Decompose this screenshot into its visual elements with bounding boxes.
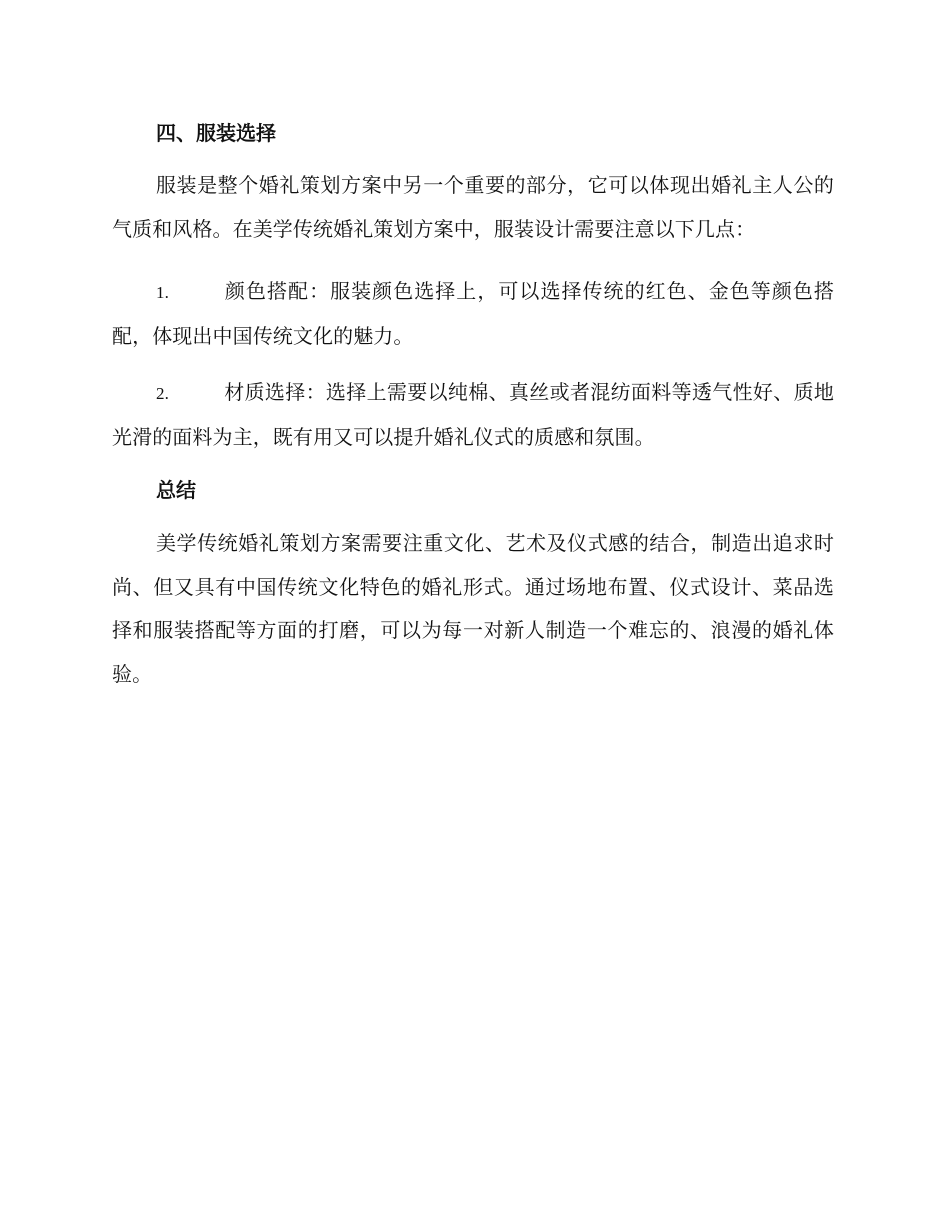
list-item: [112, 371, 834, 459]
list-item-number: 2.: [156, 384, 169, 403]
list-item-text: 颜色搭配：服装颜色选择上，可以选择传统的红色、金色等颜色搭配，体现出中国传统文化的魅力。: [112, 279, 834, 348]
section-heading-clothing: 四、服装选择: [156, 121, 276, 145]
list-item: [112, 270, 834, 358]
clothing-intro-paragraph: 服装是整个婚礼策划方案中另一个重要的部分，它可以体现出婚礼主人公的气质和风格。在美学传统婚礼策划方案中，服装设计需要注意以下几点：: [112, 173, 834, 241]
list-item-number: 1.: [156, 283, 169, 302]
list-item-text: 材质选择：选择上需要以纯棉、真丝或者混纺面料等透气性好、质地光滑的面料为主，既有用又可以提升婚礼仪式的质感和氛围。: [112, 380, 834, 449]
section-heading-summary: 总结: [156, 478, 196, 502]
summary-paragraph: 美学传统婚礼策划方案需要注重文化、艺术及仪式感的结合，制造出追求时尚、但又具有中国传统文化特色的婚礼形式。通过场地布置、仪式设计、菜品选择和服装搭配等方面的打磨，可以为每一对新人制造一个难忘的、浪漫的婚礼体验。: [112, 531, 834, 686]
document-body: [112, 110, 834, 696]
